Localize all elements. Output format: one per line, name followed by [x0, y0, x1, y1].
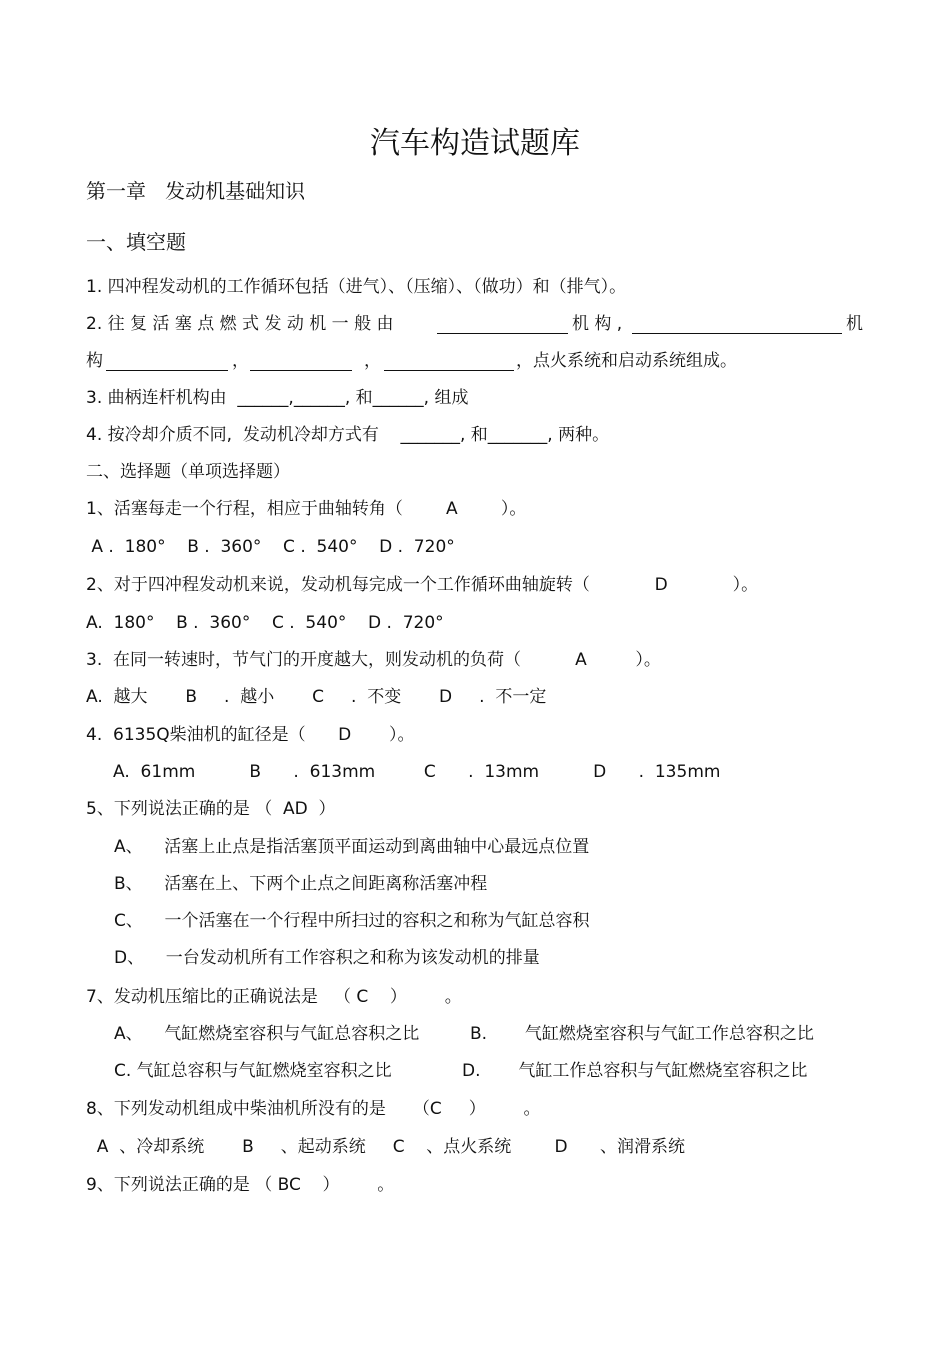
chapter-heading: 第一章 发动机基础知识: [86, 179, 306, 203]
fill-question-2-end: ，点火系统和启动系统组成。: [516, 351, 737, 371]
fill-question-2-mech: 机 构 ,: [572, 314, 623, 334]
choice-question-5-option-c: C、 一个活塞在一个行程中所扫过的容积之和称为气缸总容积: [114, 911, 590, 931]
fill-question-2-text: 2. 往 复 活 塞 点 燃 式 发 动 机 一 般 由: [86, 314, 394, 334]
section-heading-fill: 一、填空题: [86, 230, 186, 254]
choice-question-5: 5、下列说法正确的是 （ AD ）: [86, 799, 336, 819]
choice-question-1-options: A . 180° B . 360° C . 540° D . 720°: [86, 537, 455, 557]
choice-question-8: 8、下列发动机组成中柴油机所没有的是 （C ） 。: [86, 1099, 541, 1119]
choice-question-7-option-b: B. 气缸燃烧室容积与气缸工作总容积之比: [470, 1024, 814, 1044]
choice-question-4: 4. 6135Q柴油机的缸径是（ D ）。: [86, 725, 415, 745]
choice-question-7-option-a: A、 气缸燃烧室容积与气缸总容积之比: [114, 1024, 420, 1044]
section-heading-choice: 二、选择题（单项选择题）: [86, 462, 290, 482]
choice-question-3: 3. 在同一转速时，节气门的开度越大，则发动机的负荷（ A ）。: [86, 650, 661, 670]
choice-question-2: 2、对于四冲程发动机来说，发动机每完成一个工作循环曲轴旋转（ D ）。: [86, 575, 759, 595]
blank-field: [106, 352, 228, 371]
fill-question-2-comma: ，: [364, 351, 381, 371]
document-title: 汽车构造试题库: [370, 126, 580, 161]
blank-field: [632, 315, 842, 334]
choice-question-2-options: A. 180° B . 360° C . 540° D . 720°: [86, 613, 444, 633]
choice-question-8-options: A 、冷却系统 B 、起动系统 C 、点火系统 D 、润滑系统: [86, 1137, 686, 1157]
choice-question-5-option-d: D、 一台发动机所有工作容积之和称为该发动机的排量: [114, 948, 540, 968]
fill-question-2-ji: 机: [846, 314, 863, 334]
fill-question-4: 4. 按冷却介质不同, 发动机冷却方式有 _______, 和_______, 两种。: [86, 425, 610, 445]
choice-question-5-option-b: B、 活塞在上、下两个止点之间距离称活塞冲程: [114, 874, 488, 894]
choice-question-3-options: A. 越大 B . 越小 C . 不变 D . 不一定: [86, 687, 547, 707]
fill-question-2-gou: 构: [86, 351, 103, 371]
fill-question-3: 3. 曲柄连杆机构由 ______,______, 和______, 组成: [86, 388, 469, 408]
fill-question-2-comma: ，: [232, 351, 249, 371]
choice-question-7-option-c: C. 气缸总容积与气缸燃烧室容积之比: [114, 1061, 392, 1081]
choice-question-4-options: A. 61mm B . 613mm C . 13mm D . 135mm: [86, 762, 721, 782]
choice-question-5-option-a: A、 活塞上止点是指活塞顶平面运动到离曲轴中心最远点位置: [114, 837, 590, 857]
blank-field: [384, 352, 514, 371]
blank-field: [437, 315, 568, 334]
choice-question-7: 7、发动机压缩比的正确说法是 （ C ） 。: [86, 987, 462, 1007]
choice-question-7-option-d: D. 气缸工作总容积与气缸燃烧室容积之比: [462, 1061, 808, 1081]
choice-question-1: 1、活塞每走一个行程，相应于曲轴转角（ A ）。: [86, 499, 527, 519]
choice-question-9: 9、下列说法正确的是 （ BC ） 。: [86, 1175, 395, 1195]
blank-field: [250, 352, 352, 371]
fill-question-1: 1. 四冲程发动机的工作循环包括（进气）、（压缩）、（做功）和（排气）。: [86, 277, 627, 297]
